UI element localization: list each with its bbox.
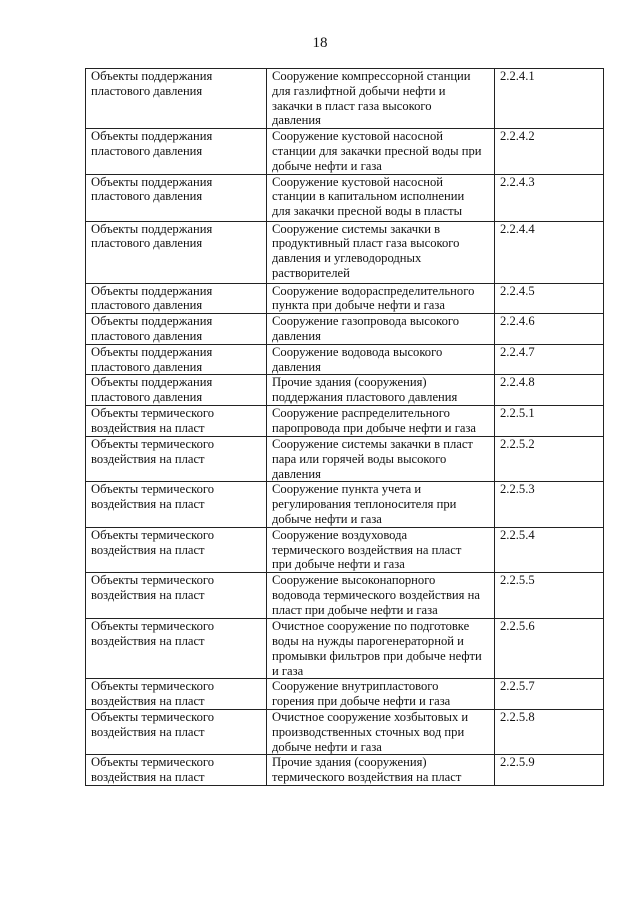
table-row [86, 709, 604, 754]
object-category-line: Объекты поддержания [91, 69, 213, 83]
table-row [86, 755, 604, 786]
structure-description-cell [267, 573, 495, 619]
structure-description-line: Прочие здания (сооружения) [272, 755, 427, 770]
code-cell: 2.2.5.9 [495, 755, 604, 786]
table-row [86, 174, 604, 221]
structure-description-line: Очистное сооружение по подготовке [272, 619, 470, 634]
object-category-cell [86, 679, 267, 710]
structure-description-line: давления и углеводородных [272, 251, 422, 266]
object-category-cell [86, 375, 267, 406]
structure-description-cell [267, 436, 495, 481]
structure-description-cell [267, 709, 495, 754]
object-category-line: Объекты поддержания [91, 129, 213, 144]
object-category-line: пластового давления [91, 359, 203, 374]
object-category-line: пластового давления [91, 236, 203, 251]
code-cell: 2.2.4.4 [495, 221, 604, 283]
table-row [86, 221, 604, 283]
structure-description-line: паропровода при добыче нефти и газа [272, 421, 477, 436]
structure-description-line: Прочие здания (сооружения) [272, 375, 427, 390]
structure-description-line: регулирования теплоносителя при [272, 497, 457, 512]
structure-description-line: закачки в пласт газа высокого [272, 98, 432, 113]
code-cell: 2.2.4.6 [495, 314, 604, 345]
structure-description-line: станции в капитальном исполнении [272, 189, 465, 204]
table-body [86, 69, 604, 786]
structure-description-cell [267, 129, 495, 174]
structure-description-line: при добыче нефти и газа [272, 557, 405, 572]
structure-description-cell [267, 174, 495, 221]
structure-description-cell [267, 344, 495, 375]
structure-description-line: водовода термического воздействия на [272, 587, 480, 602]
object-category-cell [86, 344, 267, 375]
structure-description-line: добыче нефти и газа [272, 158, 382, 173]
object-category-line: Объекты термического [91, 436, 215, 451]
code-cell: 2.2.5.8 [495, 709, 604, 754]
table-row [86, 314, 604, 345]
code-cell: 2.2.4.1 [495, 69, 604, 129]
table-row [86, 375, 604, 406]
structure-description-line: воды на нужды парогенераторной и [272, 633, 464, 648]
table-row [86, 344, 604, 375]
classification-table [85, 68, 604, 786]
object-category-cell [86, 709, 267, 754]
structure-description-cell [267, 406, 495, 437]
structure-description-cell [267, 482, 495, 527]
object-category-line: Объекты термического [91, 679, 215, 694]
code-cell: 2.2.5.4 [495, 527, 604, 572]
code-cell: 2.2.4.5 [495, 283, 604, 314]
table-row [86, 527, 604, 572]
structure-description-line: Сооружение воздуховода [272, 527, 408, 542]
object-category-cell [86, 619, 267, 679]
object-category-cell [86, 527, 267, 572]
structure-description-line: Очистное сооружение хозбытовых и [272, 709, 469, 724]
structure-description-line: для закачки пресной воды в пласты [272, 204, 463, 219]
code-cell: 2.2.5.6 [495, 619, 604, 679]
object-category-line: Объекты термического [91, 619, 215, 634]
structure-description-line: термического воздействия на пласт [272, 770, 462, 785]
structure-description-cell [267, 527, 495, 572]
object-category-line: Объекты термического [91, 709, 215, 724]
structure-description-line: Сооружение пункта учета и [272, 482, 422, 497]
structure-description-line: Сооружение внутрипластового [272, 679, 439, 694]
object-category-line: воздействия на пласт [91, 587, 205, 602]
object-category-cell [86, 436, 267, 481]
code-cell: 2.2.5.2 [495, 436, 604, 481]
object-category-line: Объекты поддержания [91, 314, 213, 329]
code-cell: 2.2.4.3 [495, 174, 604, 221]
structure-description-line: промывки фильтров при добыче нефти [272, 648, 482, 663]
structure-description-line: пласт при добыче нефти и газа [272, 602, 438, 617]
structure-description-cell [267, 283, 495, 314]
structure-description-line: для газлифтной добычи нефти и [272, 83, 446, 98]
object-category-line: пластового давления [91, 298, 203, 313]
structure-description-line: Сооружение водовода высокого [272, 344, 443, 359]
structure-description-cell [267, 314, 495, 345]
table-row [86, 406, 604, 437]
object-category-line: пластового давления [91, 328, 203, 343]
structure-description-line: добыче нефти и газа [272, 511, 382, 526]
structure-description-line: термического воздействия на пласт [272, 542, 462, 557]
structure-description-line: и газа [272, 663, 304, 678]
object-category-line: воздействия на пласт [91, 542, 205, 557]
object-category-line: Объекты термического [91, 755, 215, 770]
object-category-line: Объекты термического [91, 573, 215, 588]
object-category-line: пластового давления [91, 83, 203, 98]
object-category-cell [86, 482, 267, 527]
object-category-cell [86, 69, 267, 129]
object-category-line: воздействия на пласт [91, 451, 205, 466]
code-cell: 2.2.4.7 [495, 344, 604, 375]
object-category-line: пластового давления [91, 143, 203, 158]
object-category-line: Объекты термического [91, 527, 215, 542]
object-category-cell [86, 755, 267, 786]
code-cell: 2.2.4.2 [495, 129, 604, 174]
table-row [86, 619, 604, 679]
object-category-line: воздействия на пласт [91, 694, 205, 709]
object-category-line: Объекты термического [91, 406, 215, 421]
structure-description-line: Сооружение компрессорной станции [272, 69, 471, 83]
object-category-cell [86, 314, 267, 345]
structure-description-line: пара или горячей воды высокого [272, 451, 447, 466]
table-row [86, 69, 604, 129]
object-category-line: воздействия на пласт [91, 497, 205, 512]
code-cell: 2.2.4.8 [495, 375, 604, 406]
object-category-line: Объекты поддержания [91, 283, 213, 298]
object-category-cell [86, 174, 267, 221]
object-category-line: воздействия на пласт [91, 770, 205, 785]
structure-description-line: Сооружение кустовой насосной [272, 174, 443, 189]
table-row [86, 679, 604, 710]
table-row [86, 129, 604, 174]
object-category-line: Объекты поддержания [91, 344, 213, 359]
object-category-line: воздействия на пласт [91, 421, 205, 436]
structure-description-line: Сооружение системы закачки в пласт [272, 436, 473, 451]
structure-description-line: Сооружение водораспределительного [272, 283, 475, 298]
structure-description-line: поддержания пластового давления [272, 390, 458, 405]
object-category-line: Объекты поддержания [91, 375, 213, 390]
object-category-line: Объекты поддержания [91, 221, 213, 236]
structure-description-line: давления [272, 359, 321, 374]
structure-description-line: Сооружение системы закачки в [272, 221, 441, 236]
structure-description-cell [267, 679, 495, 710]
object-category-cell [86, 129, 267, 174]
structure-description-line: давления [272, 328, 321, 343]
structure-description-line: пункта при добыче нефти и газа [272, 298, 445, 313]
code-cell: 2.2.5.1 [495, 406, 604, 437]
structure-description-line: Сооружение распределительного [272, 406, 450, 421]
structure-description-cell [267, 221, 495, 283]
table-row [86, 482, 604, 527]
object-category-cell [86, 573, 267, 619]
structure-description-cell [267, 69, 495, 129]
object-category-line: пластового давления [91, 390, 203, 405]
structure-description-cell [267, 755, 495, 786]
structure-description-line: производственных сточных вод при [272, 724, 465, 739]
structure-description-line: добыче нефти и газа [272, 739, 382, 754]
object-category-cell [86, 283, 267, 314]
code-cell: 2.2.5.7 [495, 679, 604, 710]
table-row [86, 283, 604, 314]
structure-description-line: Сооружение высоконапорного [272, 573, 436, 588]
code-cell: 2.2.5.5 [495, 573, 604, 619]
object-category-line: Объекты термического [91, 482, 215, 497]
structure-description-line: продуктивный пласт газа высокого [272, 236, 460, 251]
structure-description-line: давления [272, 113, 321, 128]
object-category-cell [86, 406, 267, 437]
page-number: 18 [312, 35, 328, 51]
structure-description-line: давления [272, 466, 321, 481]
object-category-line: Объекты поддержания [91, 174, 213, 189]
object-category-line: воздействия на пласт [91, 633, 205, 648]
structure-description-line: растворителей [272, 265, 350, 280]
structure-description-cell [267, 375, 495, 406]
object-category-line: воздействия на пласт [91, 724, 205, 739]
code-cell: 2.2.5.3 [495, 482, 604, 527]
structure-description-line: станции для закачки пресной воды при [272, 143, 482, 158]
object-category-line: пластового давления [91, 189, 203, 204]
structure-description-cell [267, 619, 495, 679]
table-row [86, 573, 604, 619]
structure-description-line: Сооружение газопровода высокого [272, 314, 460, 329]
table-row [86, 436, 604, 481]
structure-description-line: Сооружение кустовой насосной [272, 129, 443, 144]
structure-description-line: горения при добыче нефти и газа [272, 694, 451, 709]
object-category-cell [86, 221, 267, 283]
